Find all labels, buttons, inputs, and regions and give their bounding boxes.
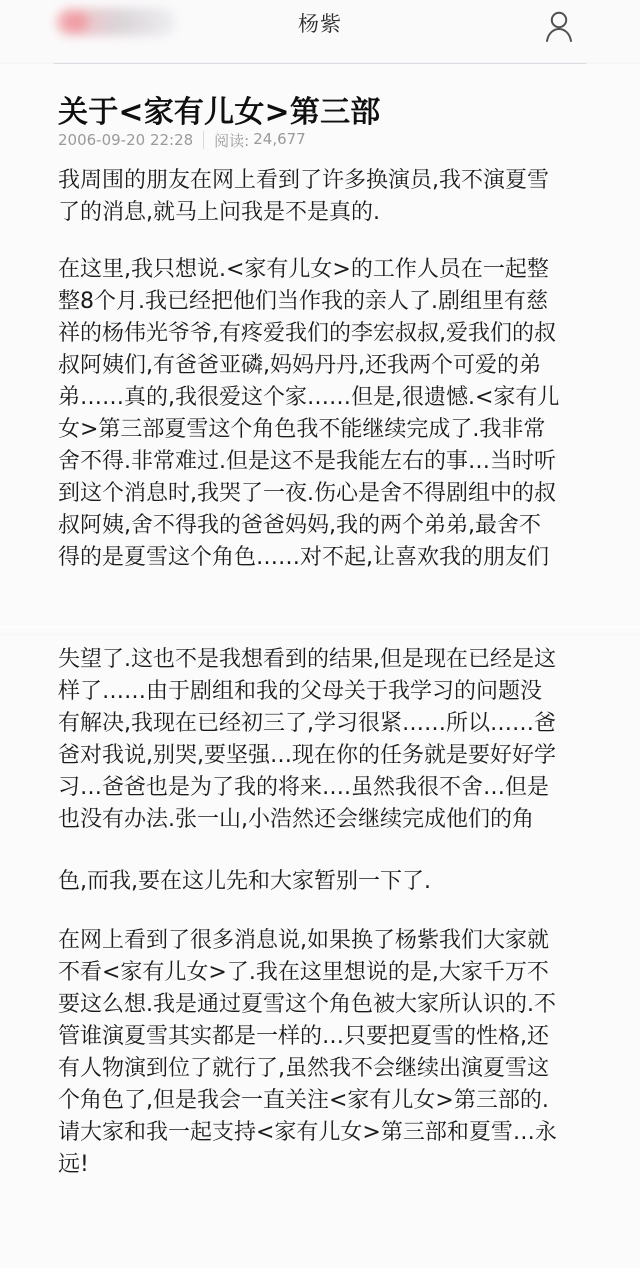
paragraph-4 [58,866,590,898]
header-title: 杨紫 [298,12,342,36]
paragraph-line: 在这里,我只想说.<家有儿女>的工作人员在一起整 [58,257,549,282]
article-title: 关于<家有儿女>第三部 [58,95,381,131]
article-meta [58,130,306,150]
article [0,64,640,1268]
article-date: 2006-09-20 22:28 [58,131,194,149]
read-label: 阅读: [214,131,250,150]
paragraph-line: 管谁演夏雪其实都是一样的…只要把夏雪的性格,还 [58,1024,549,1049]
paragraph-line: 整8个月.我已经把他们当作我的亲人了.剧组里有慈 [58,289,548,314]
paragraph-line: 请大家和我一起支持<家有儿女>第三部和夏雪…永 [58,1120,557,1145]
meta-divider [203,131,204,149]
header [0,0,640,62]
paragraph-line: 了的消息,就马上问我是不是真的. [58,200,380,225]
paragraph-5 [58,925,590,1181]
paragraph-2 [58,254,590,574]
paragraph-line: 我周围的朋友在网上看到了许多换演员,我不演夏雪 [58,168,549,193]
paragraph-line: 个角色了,但是我会一直关注<家有儿女>第三部的. [58,1088,549,1113]
paragraph-line: 在网上看到了很多消息说,如果换了杨紫我们大家就 [58,928,549,953]
paragraph-line: 到这个消息时,我哭了一夜.伤心是舍不得剧组中的叔 [58,481,556,506]
paragraph-line: 爸对我说,别哭,要坚强…现在你的任务就是要好好学 [58,743,556,768]
paragraph-line: 不看<家有儿女>了.我在这里想说的是,大家千万不 [58,960,549,985]
paragraph-line: 有解决,我现在已经初三了,学习很紧……所以……爸 [58,711,556,736]
paragraph-3 [58,644,590,836]
read-number: 24,677 [253,129,306,148]
paragraph-line: 弟……真的,我很爱这个家……但是,很遗憾.<家有儿 [58,385,560,410]
user-profile-icon[interactable] [542,10,576,44]
paragraph-line: 叔阿姨,舍不得我的爸爸妈妈,我的两个弟弟,最舍不 [58,513,541,538]
read-count [214,130,306,151]
paragraph-line: 有人物演到位了就行了,虽然我不会继续出演夏雪这 [58,1056,549,1081]
paragraph-line: 样了……由于剧组和我的父母关于我学习的问题没 [58,679,543,704]
paragraph-line: 得的是夏雪这个角色……对不起,让喜欢我的朋友们 [58,545,549,570]
paragraph-line: 祥的杨伟光爷爷,有疼爱我们的李宏叔叔,爱我们的叔 [58,321,556,346]
paragraph-line: 也没有办法.张一山,小浩然还会继续完成他们的角 [58,807,534,832]
paragraph-line: 叔阿姨们,有爸爸亚磷,妈妈丹丹,还我两个可爱的弟 [58,353,541,378]
paragraph-line: 远! [58,1152,89,1177]
paragraph-line: 舍不得.非常难过.但是这不是我能左右的事…当时听 [58,449,556,474]
paragraph-line: 习…爸爸也是为了我的将来….虽然我很不舍…但是 [58,775,549,800]
paragraph-line: 女>第三部夏雪这个角色我不能继续完成了.我非常 [58,417,546,442]
paragraph-line: 要这么想.我是通过夏雪这个角色被大家所认识的.不 [58,992,556,1017]
paragraph-line: 色,而我,要在这儿先和大家暂别一下了. [58,869,431,894]
paragraph-line: 失望了.这也不是我想看到的结果,但是现在已经是这 [58,647,556,672]
paragraph-1 [58,165,590,229]
